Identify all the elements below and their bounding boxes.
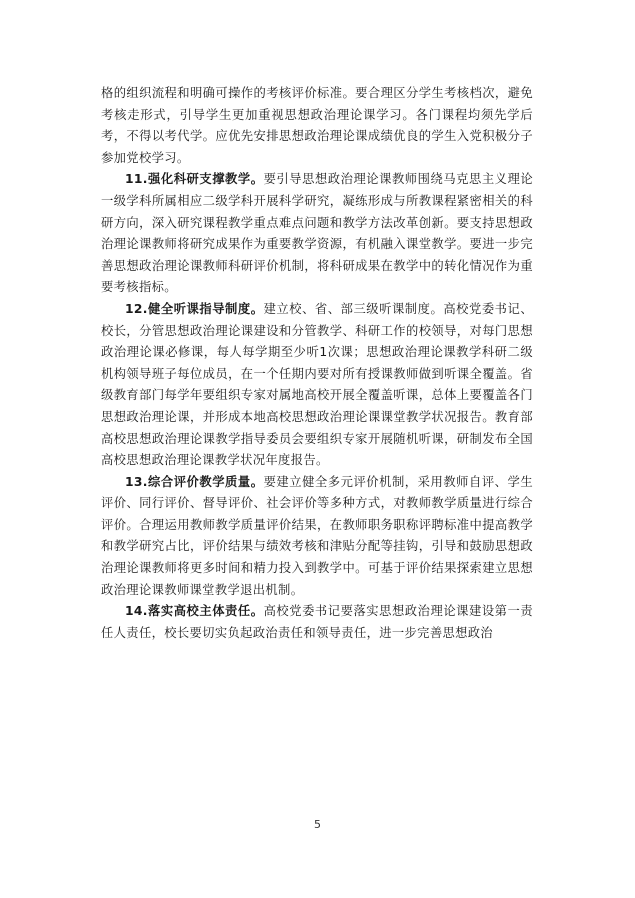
page-number: 5	[314, 818, 321, 831]
paragraph-quality-evaluation	[101, 472, 533, 602]
paragraph-body: 要建立健全多元评价机制，采用教师自评、学生评价、同行评价、督导评价、社会评价等多种方式，对教师教学质量进行综合评价。合理运用教师教学质量评价结果，在教师职务职称评聘标准中提高教学和教学研究占比，评价结果与绩效考核和津贴分配等挂钩，引导和鼓励思想政治理论课教师将更多时间和精力投入到教学中。可基于评价结果探索建立思想政治理论课教师课堂教学退出机制。	[101, 474, 533, 597]
paragraph-body: 建立校、省、部三级听课制度。高校党委书记、校长，分管思想政治理论课建设和分管教学、科研工作的校领导，对每门思想政治理论课必修课，每人每学期至少听1次课；思想政治理论课教学科研二级机构领导班子每位成员，在一个任期内要对所有授课教师做到听课全覆盖。省级教育部门每学年要组织专家对属地高校开展全覆盖听课，总体上要覆盖各门思想政治理论课，并形成本地高校思想政治理论课课堂教学状况报告。教育部高校思想政治理论课教学指导委员会要组织专家开展随机听课，研制发布全国高校思想政治理论课教学状况年度报告。	[101, 301, 533, 468]
paragraph-heading: 14.落实高校主体责任。	[125, 604, 264, 619]
paragraph-main-responsibility	[101, 601, 533, 644]
paragraph-body: 要引导思想政治理论课教师围绕马克思主义理论一级学科所属相应二级学科开展科学研究，凝练形成与所教课程紧密相关的科研方向，深入研究课程教学重点难点问题和教学方法改革创新。要支持思想政治理论课教师将研究成果作为重要教学资源，有机融入课堂教学。要进一步完善思想政治理论课教师科研评价机制，将科研成果在教学中的转化情况作为重要考核指标。	[101, 172, 533, 295]
paragraph-heading: 12.健全听课指导制度。	[125, 301, 264, 316]
paragraph-body: 高校党委书记要落实思想政治理论课建设第一责任人责任，校长要切实负起政治责任和领导责任，进一步完善思想政治	[101, 604, 533, 640]
paragraph-heading: 13.综合评价教学质量。	[125, 474, 264, 489]
paragraph-continuation	[101, 83, 533, 169]
paragraph-body: 格的组织流程和明确可操作的考核评价标准。要合理区分学生考核档次，避免考核走形式，引导学生更加重视思想政治理论课学习。各门课程均须先学后考，不得以考代学。应优先安排思想政治理论课成绩优良的学生入党积极分子参加党校学习。	[101, 86, 533, 165]
paragraph-research-support	[101, 169, 533, 299]
paragraph-lecture-observation	[101, 299, 533, 472]
paragraph-heading: 11.强化科研支撑教学。	[125, 172, 264, 187]
document-body	[101, 83, 533, 644]
